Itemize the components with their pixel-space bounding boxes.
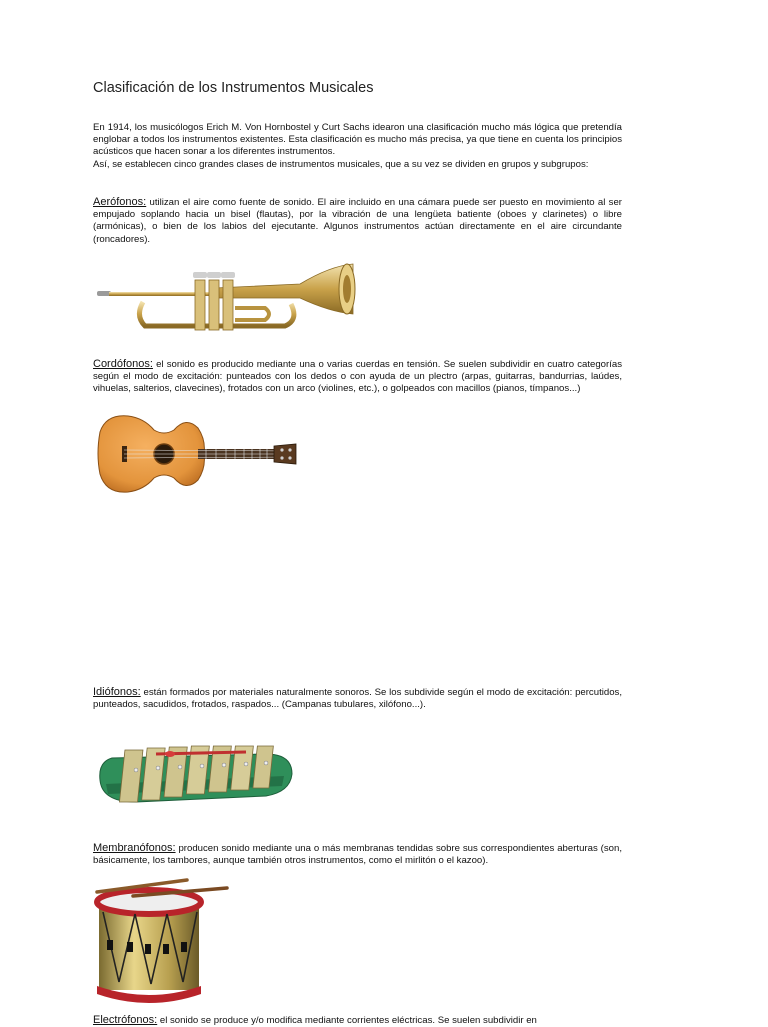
section-text: están formados por materiales naturalmente sonoros. Se los subdivide según el modo de excitación: percutidos, punteados, sacudidos, frotados, raspados... (Campanas tubulares, xilófono...). [93,687,622,711]
intro-text-2: Así, se establecen cinco grandes clases de instrumentos musicales, que a su vez se dividen en grupos y subgrupos: [93,158,589,170]
section-term: Aerófonos: [93,196,147,208]
section-text: el sonido se produce y/o modifica mediante corrientes eléctricas. Se suelen subdividir en [157,1015,537,1026]
intro-text-1: En 1914, los musicólogos Erich M. Von Hornbostel y Curt Sachs idearon una clasificación mucho más lógica que pretendía englobar a todos los instrumentos existentes. Esta clasificación es mucho más precisa, ya que tiene en cuenta los principios acústicos que hacen sonar a los diferentes instrumentos. [93,122,622,158]
section-cordofonos [93,358,622,396]
section-idiofonos [93,686,622,711]
section-membranofonos [93,842,622,867]
drum-photo [93,878,231,1004]
page-title: Clasificación de los Instrumentos Musicales [93,80,374,96]
section-text: producen sonido mediante una o más membranas tendidas sobre sus correspondientes aberturas (son, básicamente, los tambores, aunque también otros instrumentos, como el mirlitón o el kazoo). [93,843,622,867]
section-term: Cordófonos: [93,358,153,370]
section-text: utilizan el aire como fuente de sonido. El aire incluido en una cámara puede ser puesto en movimiento al ser empujado soplando hacia un bisel (flautas), por la vibración de una lengüeta batiente (oboes y clarinetes) o libre (armónicas), o bien de los labios del ejecutante. Algunos instrumentos actúan directamente en el aire circundante (roncadores). [93,197,622,245]
trumpet-photo [95,258,357,344]
section-electrofonos [93,1014,622,1027]
section-text: el sonido es producido mediante una o varias cuerdas en tensión. Se suelen subdividir en cuatro categorías según el modo de excitación: punteados con los dedos o con ayuda de un plectro (arpas, guitarras, bandurrias, laúdes, vihuelas, salterios, clavecines), frotados con un arco (violines, etc.), o golpeados con macillos (pianos, tímpanos...) [93,359,622,395]
section-term: Idiófonos: [93,686,141,698]
section-term: Membranófonos: [93,842,176,854]
xylophone-photo [96,740,296,812]
section-aerofonos [93,196,622,246]
intro-paragraph [93,122,622,171]
guitar-photo [94,412,300,496]
section-term: Electrófonos: [93,1014,158,1026]
